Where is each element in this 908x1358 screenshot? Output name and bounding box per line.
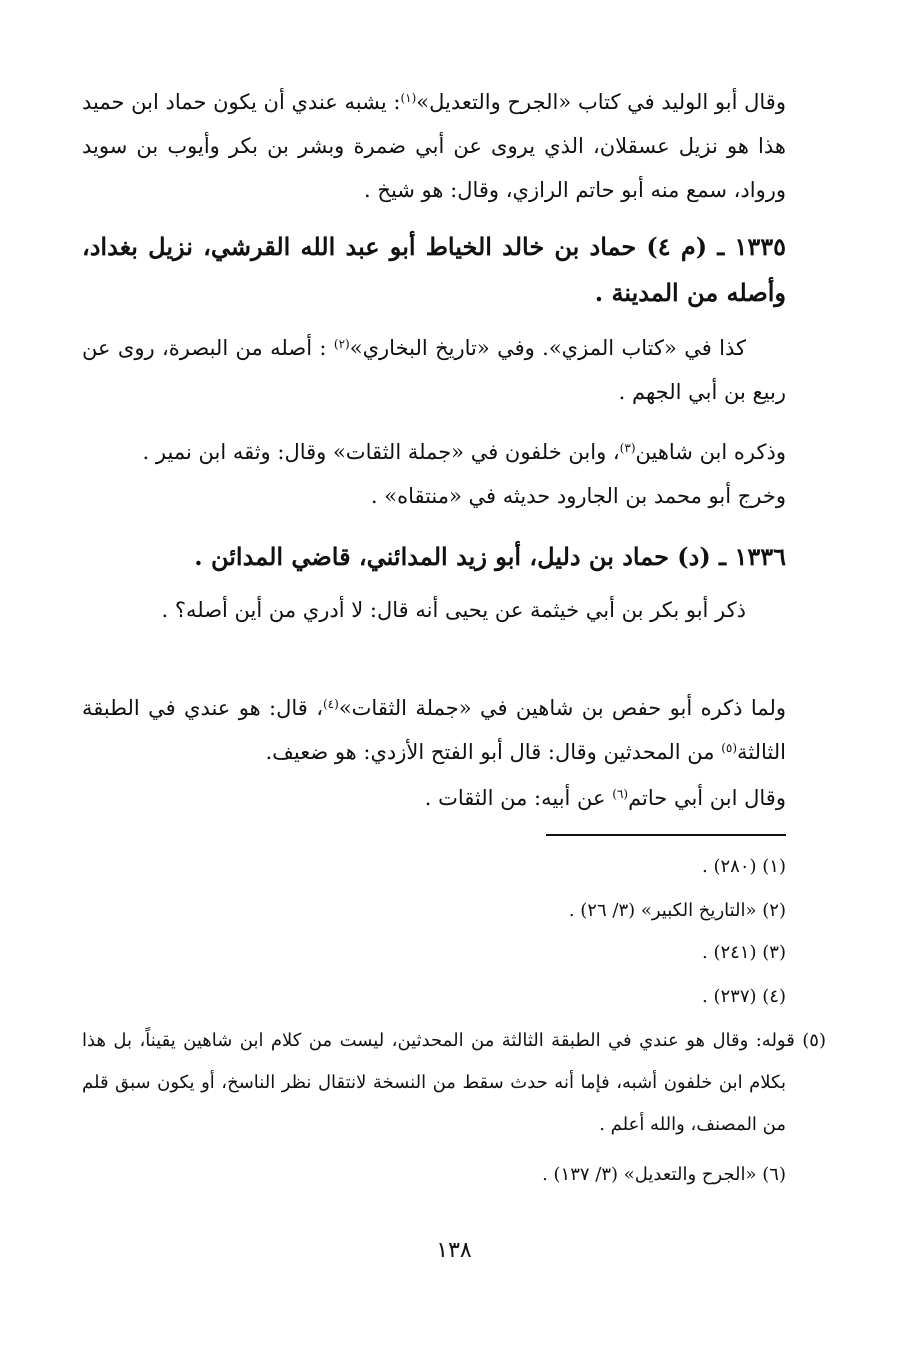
paragraph-ibn-abi-hatim bbox=[82, 776, 786, 820]
footnote-ref-5: (٥) bbox=[721, 741, 738, 755]
paragraph-ibn-al-jarud: وخرج أبو محمد بن الجارود حديثه في «منتقاه» . bbox=[370, 484, 786, 508]
p1-text-a: وقال أبو الوليد في كتاب «الجرح والتعديل» bbox=[416, 90, 786, 114]
footnote-ref-3: (٣) bbox=[619, 441, 636, 455]
footnote-6: (٦) «الجرح والتعديل» (٣/ ١٣٧) . bbox=[542, 1164, 786, 1185]
p2-text-a: كذا في «كتاب المزي». وفي «تاريخ البخاري» bbox=[349, 336, 746, 360]
p6-text-b: ، قال: هو عندي في الطبقة الثالثة bbox=[82, 696, 786, 764]
paragraph-kitab-al-mizzi bbox=[82, 326, 786, 414]
footnote-separator bbox=[546, 834, 786, 836]
p3-text-b: ، وابن خلفون في «جملة الثقات» وقال: وثقه ابن نمير . bbox=[142, 440, 620, 464]
footnote-ref-6: (٦) bbox=[612, 787, 629, 801]
p2-text-b: : أصله من البصرة، روى عن ربيع بن أبي الجهم . bbox=[82, 336, 786, 404]
footnote-ref-1: (١) bbox=[400, 91, 417, 105]
footnote-1: (١) (٢٨٠) . bbox=[702, 856, 786, 877]
paragraph-abu-hafs bbox=[82, 686, 786, 774]
footnote-3: (٣) (٢٤١) . bbox=[702, 942, 786, 963]
p3-text-a: وذكره ابن شاهين bbox=[635, 440, 786, 464]
p1-text-b: : يشبه عندي أن يكون حماد ابن حميد هذا هو نزيل عسقلان، الذي يروى عن أبي ضمرة وبشر بن بكر وأيوب بن سويد ورواد، سمع منه أبو حاتم الرازي، وقال: هو شيخ . bbox=[82, 90, 786, 202]
p7-text-b: عن أبيه: من الثقات . bbox=[424, 786, 613, 810]
footnote-ref-2: (٢) bbox=[333, 337, 350, 351]
footnote-ref-4: (٤) bbox=[322, 697, 339, 711]
paragraph-ibn-abi-khaythama: ذكر أبو بكر بن أبي خيثمة عن يحيى أنه قال: لا أدري من أين أصله؟ . bbox=[161, 598, 746, 622]
footnote-2: (٢) «التاريخ الكبير» (٣/ ٢٦) . bbox=[568, 900, 786, 921]
paragraph-ibn-shahin bbox=[82, 430, 786, 474]
paragraph-abu-al-walid bbox=[82, 80, 786, 212]
entry-heading-1335: ١٣٣٥ ـ (م ٤) حماد بن خالد الخياط أبو عبد الله القرشي، نزيل بغداد، وأصله من المدينة . bbox=[82, 232, 787, 307]
entry-heading-1336: ١٣٣٦ ـ (د) حماد بن دليل، أبو زيد المدائني، قاضي المدائن . bbox=[194, 542, 786, 571]
footnote-4: (٤) (٢٣٧) . bbox=[702, 986, 786, 1007]
footnote-5: (٥) قوله: وقال هو عندي في الطبقة الثالثة من المحدثين، ليست من كلام ابن شاهين يقيناً، بل هذا بكلام ابن خلفون أشبه، فإما أنه حدث سقط من النسخة لانتقال نظر الناسخ، أو يكون سبق قلم من المصنف، والله أعلم . bbox=[82, 1030, 826, 1135]
p7-text-a: وقال ابن أبي حاتم bbox=[628, 786, 786, 810]
p6-text-a: ولما ذكره أبو حفص بن شاهين في «جملة الثقات» bbox=[338, 696, 786, 720]
p6-text-c: من المحدثين وقال: قال أبو الفتح الأزدي: هو ضعيف. bbox=[265, 740, 722, 764]
page-number: ١٣٨ bbox=[436, 1238, 472, 1263]
